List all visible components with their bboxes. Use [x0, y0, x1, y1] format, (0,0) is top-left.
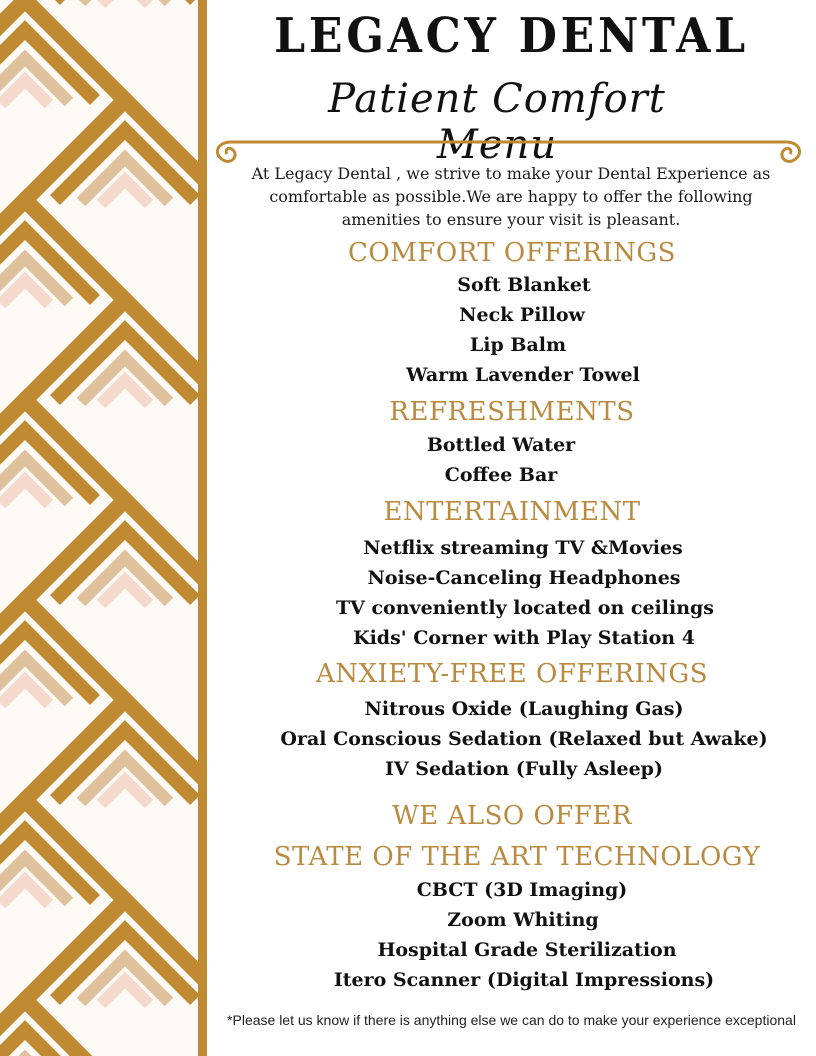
page-subtitle: Patient Comfort Menu [328, 76, 666, 168]
section-heading: ANXIETY-FREE OFFERINGS [315, 659, 709, 689]
footnote: *Please let us know if there is anything else we can do to make your experience exceptional [227, 1012, 796, 1028]
menu-item: Netflix streaming TV &Movies [363, 537, 683, 559]
menu-item: Itero Scanner (Digital Impressions) [333, 969, 715, 991]
menu-item: Lip Balm [469, 334, 567, 356]
menu-item: Zoom Whiting [447, 909, 599, 931]
menu-item: Oral Conscious Sedation (Relaxed but Awake) [280, 728, 768, 750]
menu-item: Nitrous Oxide (Laughing Gas) [364, 698, 684, 720]
menu-item: Warm Lavender Towel [406, 364, 640, 386]
section-heading: ENTERTAINMENT [383, 497, 641, 527]
menu-item: Noise-Canceling Headphones [367, 567, 681, 589]
menu-item: CBCT (3D Imaging) [416, 879, 628, 901]
intro-paragraph: At Legacy Dental , we strive to make your Dental Experience as comfortable as possible.We are happy to offer the following amenities to ensure your visit is pleasant. [251, 164, 771, 229]
menu-item: Bottled Water [426, 434, 576, 456]
menu-item: Kids' Corner with Play Station 4 [353, 627, 695, 649]
menu-content [207, 0, 816, 1056]
section-heading: WE ALSO OFFER [392, 801, 632, 831]
menu-item: IV Sedation (Fully Asleep) [385, 758, 663, 780]
menu-item: Soft Blanket [457, 274, 591, 296]
decorative-chevron-pattern [0, 0, 198, 1056]
menu-item: TV conveniently located on ceilings [335, 597, 715, 619]
menu-item: Hospital Grade Sterilization [377, 939, 677, 961]
section-heading: REFRESHMENTS [389, 397, 635, 427]
gold-divider-bar [198, 0, 207, 1056]
section-heading: COMFORT OFFERINGS [348, 238, 676, 268]
menu-item: Coffee Bar [444, 464, 558, 486]
page-title: LEGACY DENTAL [274, 8, 749, 64]
section-heading: STATE OF THE ART TECHNOLOGY [273, 842, 761, 872]
menu-item: Neck Pillow [459, 304, 585, 326]
